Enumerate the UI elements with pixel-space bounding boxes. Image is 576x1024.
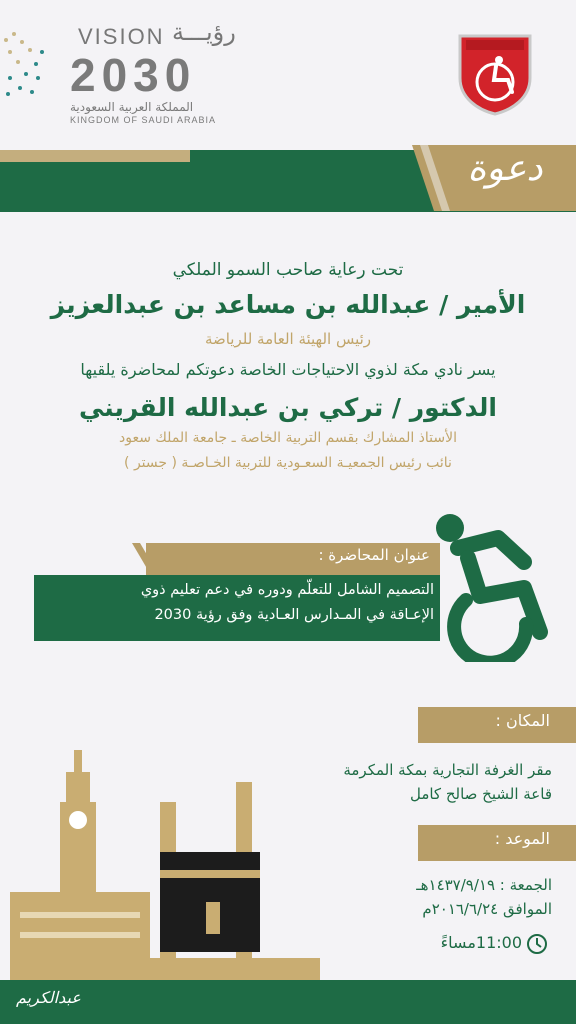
topic-stripes xyxy=(132,543,202,577)
footer-band xyxy=(0,980,576,1024)
wheelchair-icon xyxy=(428,508,560,662)
topic-line-1: التصميم الشامل للتعلّم ودوره في دعم تعليم ذوي xyxy=(140,582,434,598)
vision-label: VISION xyxy=(78,24,165,49)
place-label: المكان : xyxy=(495,711,550,730)
invite-text: يسر نادي مكة لذوي الاحتياجات الخاصة دعوتكم لمحاضرة يلقيها xyxy=(80,360,496,379)
kingdom-label-ar: المملكة العربية السعودية xyxy=(70,100,194,114)
vision-pattern-icon xyxy=(0,20,50,110)
event-time: 11:00مساءً xyxy=(440,933,522,952)
patronage-text: تحت رعاية صاحب السمو الملكي xyxy=(172,260,404,280)
place-line-1: مقر الغرفة التجارية بمكة المكرمة xyxy=(343,761,552,779)
date-gregorian: الموافق ٢٠١٦/٦/٢٤م xyxy=(422,900,552,918)
doctor-role-1: الأستاذ المشارك بقسم التربية الخاصة ـ جامعة الملك سعود xyxy=(118,430,458,446)
doctor-role-2: نائب رئيس الجمعيـة السعـودية للتربية الخـاصـة ( جستر ) xyxy=(124,455,452,471)
clock-icon xyxy=(526,933,548,955)
date-label: الموعد : xyxy=(494,829,550,848)
topic-label: عنوان المحاضرة : xyxy=(318,546,430,564)
vision-year: 2030 xyxy=(70,49,197,101)
place-line-2: قاعة الشيخ صالح كامل xyxy=(409,785,552,803)
prince-name: الأمير / عبدالله بن مساعد بن عبدالعزيز xyxy=(50,290,526,319)
vision-label-ar: رؤيـــة xyxy=(172,18,236,46)
topic-line-2: الإعـاقة في المـدارس العـادية وفق رؤية 2030 xyxy=(154,607,434,623)
designer-signature: عبدالكريم xyxy=(16,988,81,1007)
date-hijri: الجمعة : ١٤٣٧/٩/١٩هـ xyxy=(416,876,552,894)
kingdom-label-en: KINGDOM OF SAUDI ARABIA xyxy=(70,115,217,125)
doctor-name: الدكتور / تركي بن عبدالله القريني xyxy=(79,393,497,422)
invitation-title: دعوة xyxy=(467,148,543,189)
prince-role: رئيس الهيئة العامة للرياضة xyxy=(204,330,372,348)
header-gold-accent xyxy=(0,150,190,162)
haram-illustration-icon xyxy=(10,742,320,984)
club-crest-icon xyxy=(452,30,538,116)
